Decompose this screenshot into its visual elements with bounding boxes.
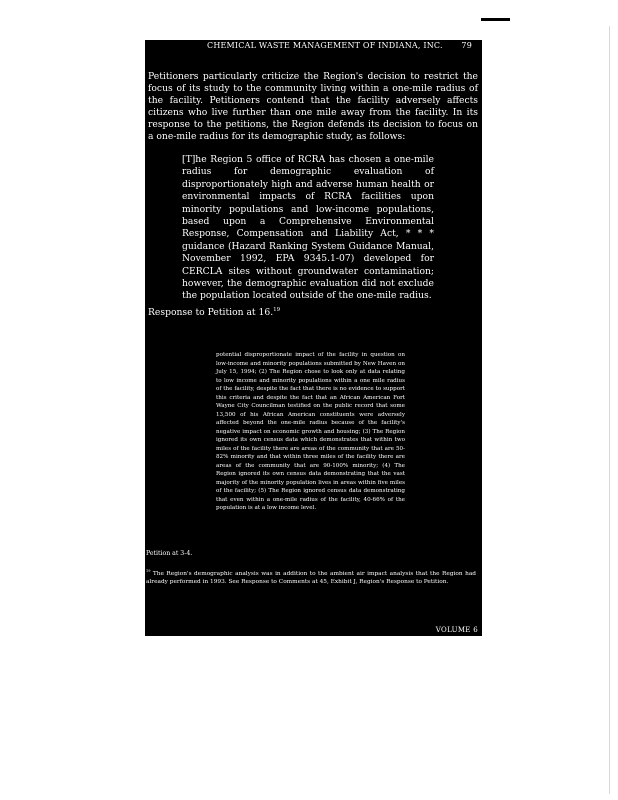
petition-citation: Petition at 3-4. [146,550,193,557]
footnote-marker: 19 [146,569,151,574]
block-quote: [T]he Region 5 office of RCRA has chosen a one-mile radius for demographic evaluation of disproportionately high and adverse human health or environmental impacts of RCRA facilities upon minority populations and low-income populations, based upon a Comprehensive Environmental Response, Compensation and Liability Act, * * * guidance (Hazard Ranking System Guidance Manual, November 1992, EPA 9345.1-07) developed for CERCLA sites without groundwater contamination; however, the demographic evaluation did not exclude the population located outside of the one-mile radius. [182,154,434,302]
petition-quote: potential disproportionate impact of the facility in question on low-income and minority populations submitted by New Haven on July 15, 1994; (2) The Region chose to look only at data relating to low income and minority populations within a one mile radius of the facility, despite the fact that there is no evidence to support this criteria and despite the fact that an African American Fort Wayne City Councilman testified on the public record that some 13,500 of his African American constituents were adversely affected beyond the one-mile radius because of the facility's negative impact on economic growth and housing; (3) The Region ignored its own census data which demonstrates that within two miles of the facility there are areas of the community that are 50-82% minority and that within three miles of the facility there are areas of the community that are 90-100% minority; (4) The Region ignored its own census data demonstrating that the vast majority of the minority population lives in areas within five miles of the facility; (5) The Region ignored census data demonstrating that even within a one-mile radius of the facility, 40-66% of the population is at a low income level. [216,352,405,511]
header-title: CHEMICAL WASTE MANAGEMENT OF INDIANA, INC. [207,41,443,50]
page-number: 79 [461,41,472,50]
footnote [146,571,476,586]
citation-text: Response to Petition at 16. [148,307,274,318]
corner-mark [481,18,510,21]
scan-edge-line [609,26,610,794]
document-page [145,40,482,636]
response-citation [148,307,280,319]
footnote-text: The Region's demographic analysis was in addition to the ambient air impact analysis that the Region had already performed in 1993. See Response to Comments at 45, Exhibit J, Region's Response to Petition. [146,571,476,585]
body-paragraph: Petitioners particularly criticize the Region's decision to restrict the focus of its study to the community living within a one-mile radius of the facility. Petitioners contend that the facility adversely affects citizens who live further than one mile away from the facility. In its response to the petitions, the Region defends its decision to focus on a one-mile radius for its demographic study, as follows: [148,71,478,142]
volume-footer: VOLUME 6 [435,626,478,634]
footnote-reference: 19 [273,306,281,313]
